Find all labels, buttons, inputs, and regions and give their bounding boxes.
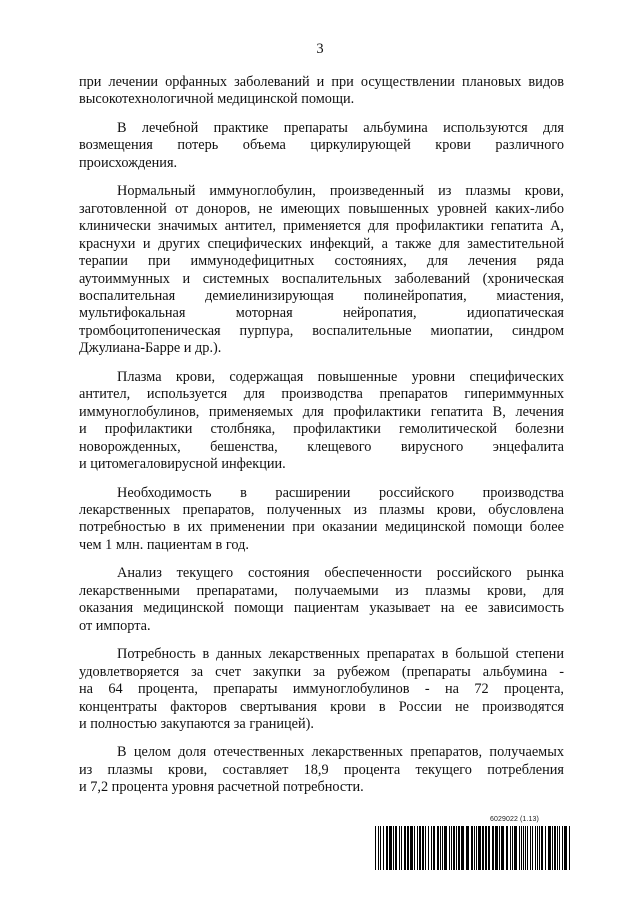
paragraph-line: удовлетворяется за счет закупки за рубежом (препараты альбумина - [79, 663, 564, 680]
paragraph-line: клинически значимых антител, применяется для профилактики гепатита А, [79, 218, 564, 235]
paragraph-line: на 64 процента, препараты иммуноглобулинов - на 72 процента, [79, 681, 564, 698]
paragraph-line: потребностью в их применении при оказании медицинской помощи более [79, 519, 564, 536]
paragraph-line: и профилактики столбняка, профилактики гемолитической болезни [79, 421, 564, 438]
paragraph-line: мультифокальная моторная нейропатия, идиопатическая [79, 305, 564, 322]
paragraph-line: иммуноглобулинов, применяемых для профилактики гепатита В, лечения [79, 403, 564, 420]
paragraph [79, 369, 564, 474]
paragraph-line: заготовленной от доноров, не имеющих повышенных уровней каких-либо [79, 200, 564, 217]
paragraph [79, 120, 564, 172]
paragraph-line: новорожденных, бешенства, клещевого вирусного энцефалита [79, 438, 564, 455]
barcode-icon [375, 826, 571, 870]
paragraph-line: лекарственных препаратов, полученных из плазмы крови, обусловлена [79, 501, 564, 518]
paragraph-line: чем 1 млн. пациентам в год. [79, 536, 249, 553]
paragraph-line: возмещения потерь объема циркулирующей крови различного [79, 137, 564, 154]
paragraph-line: Анализ текущего состояния обеспеченности российского рынка [117, 565, 564, 582]
paragraph-line: Потребность в данных лекарственных препаратах в большой степени [117, 646, 564, 663]
paragraph-line: лекарственными препаратами, получаемыми из плазмы крови, для [79, 582, 564, 599]
paragraph-line: оказания медицинской помощи пациентам указывает на ее зависимость [79, 600, 564, 617]
page-number: 3 [316, 41, 324, 57]
paragraph-line: Джулиана-Барре и др.). [79, 340, 222, 357]
paragraph [79, 74, 564, 109]
paragraph-line: Нормальный иммуноглобулин, произведенный из плазмы крови, [117, 183, 564, 200]
paragraph-line: происхождения. [79, 154, 178, 171]
paragraph-line: краснухи и других специфических инфекций, а также для заместительной [79, 235, 564, 252]
paragraph-line: из плазмы крови, составляет 18,9 процента текущего потребления [79, 761, 564, 778]
paragraph [79, 183, 564, 358]
paragraph-line: и полностью закупаются за границей). [79, 715, 314, 732]
paragraph-line: тромбоцитопеническая пурпура, воспалительные миопатии, синдром [79, 322, 564, 339]
paragraph-line: высокотехнологичной медицинской помощи. [79, 91, 355, 108]
paragraph-line: при лечении орфанных заболеваний и при осуществлении плановых видов [79, 74, 564, 90]
paragraph-line: В целом доля отечественных лекарственных препаратов, получаемых [117, 744, 564, 761]
paragraph-line: от импорта. [79, 617, 151, 634]
paragraph-line: и 7,2 процента уровня расчетной потребности. [79, 779, 364, 796]
paragraph [79, 485, 564, 555]
paragraph-line: и цитомегаловирусной инфекции. [79, 456, 286, 473]
document-code: 6029022 (1.13) [490, 816, 539, 823]
paragraph-line: терапии при иммунодефицитных состояниях, для лечения ряда [79, 253, 564, 270]
document-body [79, 74, 564, 808]
paragraph-line: концентраты факторов свертывания крови в России не производятся [79, 698, 564, 715]
paragraph-line: В лечебной практике препараты альбумина используются для [117, 119, 564, 136]
paragraph-line: воспалительная демиелинизирующая полинейропатия, миастения, [79, 287, 564, 304]
paragraph-line: аутоиммунных и системных воспалительных заболеваний (хроническая [79, 270, 564, 287]
paragraph-line: Плазма крови, содержащая повышенные уровни специфических [117, 368, 564, 385]
paragraph-line: Необходимость в расширении российского производства [117, 484, 564, 501]
paragraph [79, 646, 564, 733]
paragraph [79, 565, 564, 635]
paragraph [79, 744, 564, 796]
paragraph-line: антител, используется для производства препаратов гипериммунных [79, 386, 564, 403]
